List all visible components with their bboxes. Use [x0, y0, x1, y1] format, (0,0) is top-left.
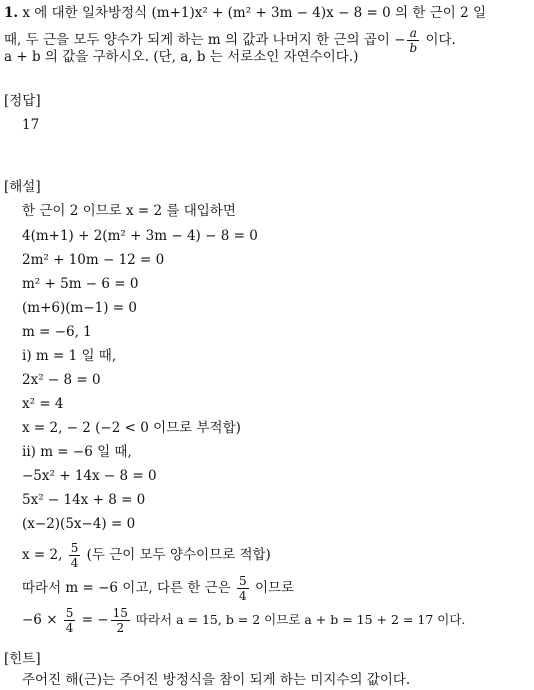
solution-line: 2m² + 10m − 12 = 0 — [22, 252, 165, 268]
solution-line: x² = 4 — [22, 396, 64, 412]
fraction-denominator: b — [409, 41, 418, 55]
solution-line: (m+6)(m−1) = 0 — [22, 300, 137, 316]
solution-line: 5x² − 14x + 8 = 0 — [22, 492, 146, 508]
solution-line: 한 근이 2 이므로 x = 2 를 대입하면 — [22, 203, 236, 219]
solution-other-root-line — [22, 574, 294, 603]
solution-final-line — [22, 606, 465, 635]
final-fraction-2 — [111, 606, 130, 635]
hint-text: 주어진 해(근)는 주어진 방정식을 참이 되게 하는 미지수의 값이다. — [22, 672, 411, 688]
root-fraction — [69, 541, 81, 570]
solution-label: [해설] — [4, 179, 41, 195]
solution-line: m = −6, 1 — [22, 324, 92, 340]
problem-fraction — [407, 26, 419, 55]
final-fraction-1 — [64, 606, 76, 635]
solution-line: ii) m = −6 일 때, — [22, 444, 132, 460]
fraction-denominator: 2 — [116, 621, 125, 635]
solution-line: (x−2)(5x−4) = 0 — [22, 516, 136, 532]
final-pre: −6 × — [22, 612, 62, 628]
hint-label: [힌트] — [4, 651, 41, 667]
fraction-numerator: 5 — [239, 574, 247, 588]
solution-line: 4(m+1) + 2(m² + 3m − 4) − 8 = 0 — [22, 228, 258, 244]
problem-text-1: x 에 대한 일차방정식 (m+1)x² + (m² + 3m − 4)x − 8 = 0 의 한 근이 2 일 — [22, 5, 486, 21]
solution-line: x = 2, − 2 (−2 < 0 이므로 부적합) — [22, 420, 241, 436]
final-post: 따라서 a = 15, b = 2 이므로 a + b = 15 + 2 = 17 이다. — [131, 612, 466, 627]
fraction-denominator: 4 — [65, 621, 74, 635]
fraction-numerator: 5 — [65, 606, 74, 620]
solution-line: m² + 5m − 6 = 0 — [22, 276, 139, 292]
problem-line-3 — [4, 48, 358, 66]
solution-line: 2x² − 8 = 0 — [22, 372, 101, 388]
problem-text-2-post: 이다. — [421, 32, 456, 48]
problem-text-2-pre: 때, 두 근을 모두 양수가 되게 하는 m 의 값과 나머지 한 근의 곱이 − — [4, 32, 406, 48]
solution-line: −5x² + 14x − 8 = 0 — [22, 468, 157, 484]
answer-label: [정답] — [4, 93, 41, 109]
final-mid: = − — [77, 612, 109, 628]
solution-root-line — [22, 541, 271, 570]
other-pre: 따라서 m = −6 이고, 다른 한 근은 — [22, 580, 236, 596]
answer-value: 17 — [22, 117, 40, 133]
problem-line-1 — [4, 4, 486, 22]
root-pre: x = 2, — [22, 547, 67, 563]
fraction-numerator: a — [407, 26, 419, 41]
fraction-numerator: 5 — [70, 541, 79, 555]
problem-text-3: a + b 의 값을 구하시오. (단, a, b 는 서로소인 자연수이다.) — [4, 49, 359, 65]
root-post: (두 근이 모두 양수이므로 적합) — [82, 547, 271, 563]
fraction-denominator: 4 — [239, 589, 247, 603]
other-post: 이므로 — [250, 580, 295, 596]
solution-line: i) m = 1 일 때, — [22, 348, 117, 364]
other-fraction — [237, 574, 249, 603]
fraction-denominator: 4 — [70, 556, 79, 570]
problem-number: 1. — [4, 5, 19, 21]
fraction-numerator: 15 — [112, 606, 128, 620]
